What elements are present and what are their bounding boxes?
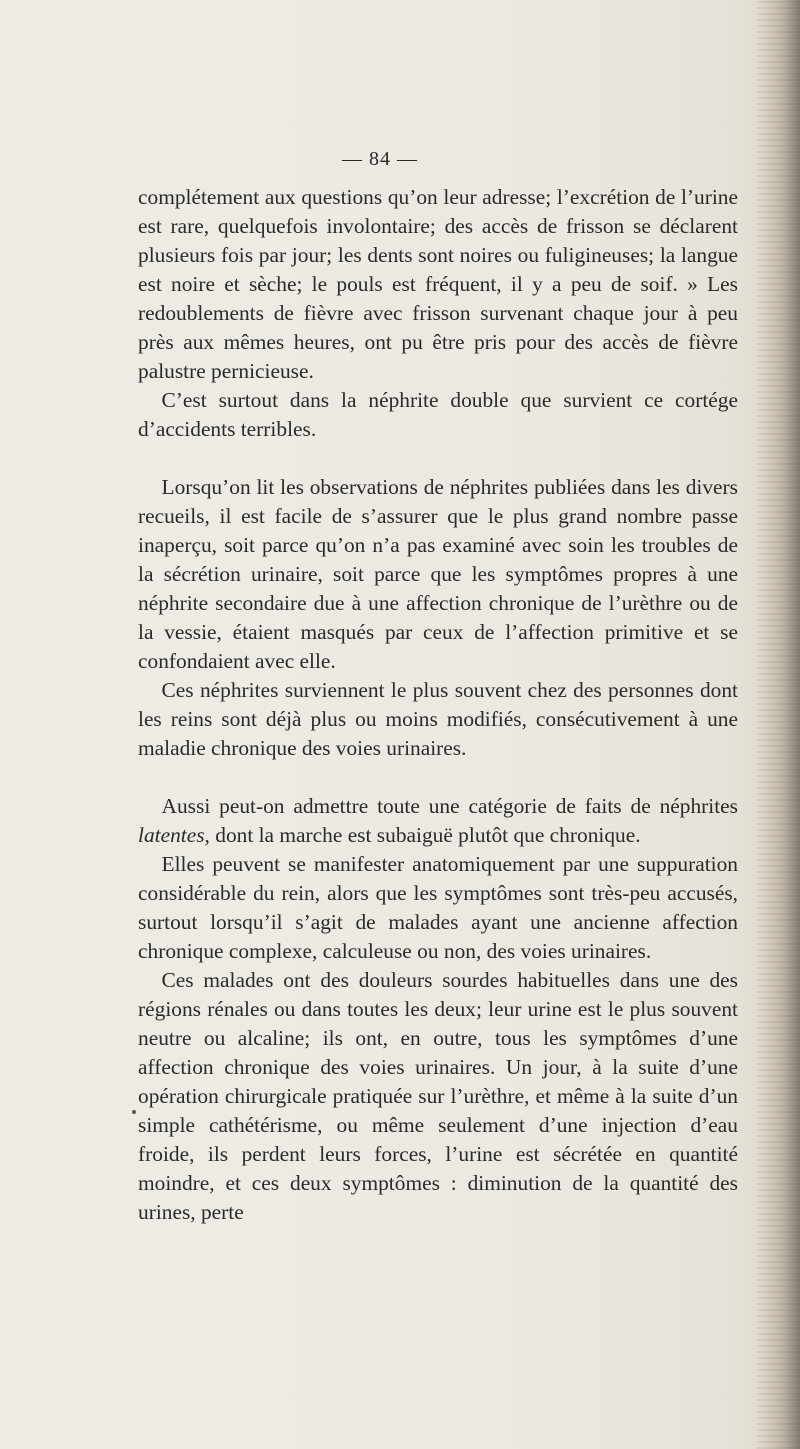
ink-speck — [132, 1110, 136, 1114]
paragraph-gap-2 — [138, 763, 738, 792]
page-binding-edge — [756, 0, 800, 1449]
body-text — [138, 183, 738, 1227]
paragraph-4: Ces néphrites surviennent le plus souvent chez des personnes dont les reins sont déjà plus ou moins modifiés, consécutivement à une maladie chronique des voies urinaires. — [138, 678, 738, 760]
paragraph-5 — [138, 792, 738, 850]
paragraph-5-after: , dont la marche est subaiguë plutôt que chronique. — [204, 823, 641, 847]
paragraph-6: Elles peuvent se manifester anatomiquement par une suppuration considérable du rein, alors que les symptômes sont très-peu accusés, surtout lorsqu’il s’agit de malades ayant une ancienne affection chronique complexe, calculeuse ou non, des voies urinaires. — [138, 852, 738, 963]
paragraph-3: Lorsqu’on lit les observations de néphrites publiées dans les divers recueils, il est facile de s’assurer que le plus grand nombre passe inaperçu, soit parce qu’on n’a pas examiné avec soin les troubles de la sécrétion urinaire, soit parce que les symptômes propres à une néphrite secondaire due à une affection chronique de l’urèthre ou de la vessie, étaient masqués par ceux de l’affection primitive et se confondaient avec elle. — [138, 475, 738, 673]
paragraph-7: Ces malades ont des douleurs sourdes habituelles dans une des régions rénales ou dans toutes les deux; leur urine est le plus souvent neutre ou alcaline; ils ont, en outre, tous les symptômes d’une affection chronique des voies urinaires. Un jour, à la suite d’une opération chirurgicale pratiquée sur l’urèthre, et même à la suite d’un simple cathétérisme, ou même seulement d’une injection d’eau froide, ils perdent leurs forces, l’urine est sécrétée en quantité moindre, et ces deux symptômes : diminution de la quantité des urines, perte — [138, 968, 738, 1224]
paragraph-1: complétement aux questions qu’on leur adresse; l’excrétion de l’urine est rare, quelquefois involontaire; des accès de frisson se déclarent plusieurs fois par jour; les dents sont noires ou fuligineuses; la langue est noire et sèche; le pouls est fréquent, il y a peu de soif. » Les redoublements de fièvre avec frisson survenant chaque jour à peu près aux mêmes heures, ont pu être pris pour des accès de fièvre palustre pernicieuse. — [138, 185, 738, 383]
paragraph-2: C’est surtout dans la néphrite double que survient ce cortége d’accidents terribles. — [138, 388, 738, 441]
paragraph-5-before: Aussi peut-on admettre toute une catégorie de faits de néphrites — [161, 794, 738, 818]
paragraph-5-italic: latentes — [138, 823, 205, 847]
page-number: — 84 — — [342, 148, 418, 170]
paragraph-gap-1 — [138, 444, 738, 473]
